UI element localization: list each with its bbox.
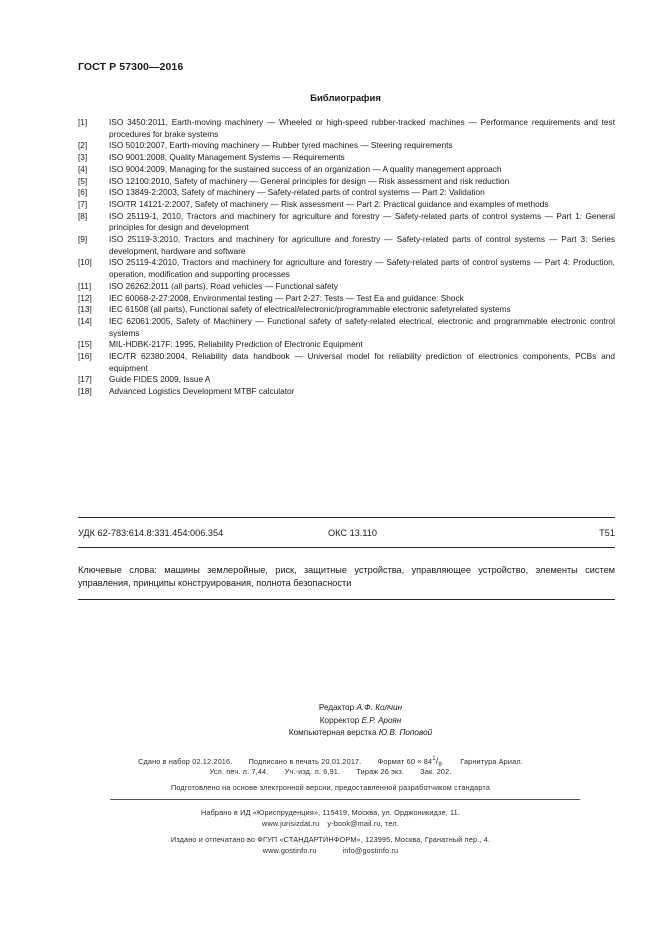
reference-number: [9] [78,234,88,245]
reference-number: [14] [78,315,92,326]
reference-text: IEC/TR 62380:2004, Reliability data handbook — Universal model for reliability prediction of electronics components, PCBs and equipment [109,351,615,373]
reference-text: Guide FIDES 2009, Issue A [109,374,211,385]
typeset-info: Набрано в ИД «Юриспруденция», 115419, Москва, ул. Орджоникидзе, 11. [200,808,461,817]
reference-item [78,152,615,164]
reference-number: [4] [78,163,88,174]
reference-text: IEC 61508 (all parts), Functional safety of electrical/electronic/programmable electronic safetyrelated systems [109,304,511,315]
reference-item [78,234,615,257]
printed-info: Издано и отпечатано во ФГУП «СТАНДАРТИНФОРМ», 123995, Москва, Гранатный пер., 4. [170,835,491,844]
reference-item [78,281,615,293]
reference-item [78,339,615,351]
reference-text: ISO 5010:2007, Earth-moving machinery — Rubber tyred machines — Steering requirements [109,140,453,151]
reference-number: [2] [78,140,88,151]
reference-number: [11] [78,280,92,291]
credits [0,702,661,740]
group-code: Т51 [599,528,615,538]
reference-item [78,374,615,386]
bibliography-title: Библиография [310,93,381,104]
reference-text: ISO 9001:2008, Quality Management Systems — Requirements [109,152,345,163]
reference-text: ISO 12100:2010, Safety of machinery — General principles for design — Risk assessment and risk reduction [109,175,510,186]
reference-text: ISO 25119-3:2010, Tractors and machinery for agriculture and forestry — Safety-related parts of control systems — Part 3: Series development, hardware and software [109,234,615,256]
credit-layout: Компьютерная верстка Ю.В. Поповой [288,728,433,737]
reference-number: [16] [78,351,92,362]
separator-middle [78,547,615,548]
udc-code: УДК 62-783:614.8:331.454:006.354 [78,528,224,538]
credit-corrector: Корректор Е.Р. Ароян [319,715,402,725]
reference-item [78,117,615,140]
oks-code: ОКС 13.110 [328,528,378,538]
reference-text: IEC 62061:2005, Safety of Machinery — Functional safety of safety-related electrical, electronic and programmable electronic control systems [109,315,615,338]
reference-text: IEC 60068-2-27:2008, Environmental testing — Part 2-27: Tests — Test Ea and guidance: Shock [109,292,464,303]
reference-item [78,211,615,234]
reference-number: [10] [78,257,92,268]
reference-item [78,304,615,316]
reference-item [78,316,615,339]
reference-text: ISO 25119-1, 2010, Tractors and machinery for agriculture and forestry — Safety-related parts of control systems — Part 1: General principles for design and development [109,210,615,233]
reference-item [78,164,615,176]
typeset-contacts: www.jurisizdat.ru y-book@mail.ru, тел. [262,819,399,828]
reference-item [78,293,615,305]
reference-number: [13] [78,304,92,315]
reference-number: [1] [78,117,88,127]
reference-item [78,351,615,374]
reference-item [78,257,615,280]
reference-item [78,140,615,152]
reference-item [78,176,615,188]
reference-text: ISO 9004:2009, Managing for the sustained success of an organization — A quality management approach [109,163,502,174]
reference-item [78,386,615,398]
imprint-prepared: Подготовлено на основе электронной версии, предоставленной разработчиком стандарта [170,783,491,792]
reference-item [78,199,615,211]
standard-code: ГОСТ Р 57300—2016 [78,61,184,73]
reference-number: [3] [78,152,88,163]
credit-editor: Редактор А.Ф. Колчин [318,703,403,712]
reference-text: Advanced Logistics Development MTBF calculator [109,386,295,397]
reference-number: [15] [78,339,92,350]
separator-top [78,517,615,518]
reference-text: ISO 25119-4:2010, Tractors and machinery for agriculture and forestry — Safety-related parts of control systems — Part 4: Production, operation, modification and supporting processes [109,257,615,280]
separator-bottom [78,599,615,600]
reference-number: [5] [78,175,88,186]
imprint-line-1: Сдано в набор 02.12.2016. Подписано в печать 20.01.2017. Формат $60 \times 84^1/_8$. Гарнитура Ариал. [138,756,523,768]
reference-item [78,187,615,199]
reference-number: [12] [78,292,92,303]
reference-text: ISO 26262:2011 (all parts), Road vehicles — Functional safety [109,280,339,291]
reference-number: [6] [78,187,88,198]
reference-number: [17] [78,374,92,385]
reference-text: ISO/TR 14121-2:2007, Safety of machinery — Risk assessment — Part 2: Practical guidance and examples of methods [109,198,549,209]
reference-list [78,117,615,398]
reference-text: MIL-HDBK-217F: 1995, Reliability Prediction of Electronic Equipment [109,339,363,350]
imprint-line-2: Усл. печ. л. 7,44. Уч.-изд. л. 6,91. Тираж 26 экз. Зак. 202. [209,767,452,776]
reference-number: [18] [78,386,92,397]
imprint-separator [110,799,580,800]
reference-number: [8] [78,210,88,221]
keywords: Ключевые слова: машины землеройные, риск, защитные устройства, управляющее устройство, элементы систем управления, принципы конструирования, полнота безопасности [78,565,615,589]
printed-contacts: www.gostinfo.ru info@gostinfo.ru [262,846,399,855]
reference-text: ISO 3450:2011, Earth-moving machinery — Wheeled or high-speed rubber-tracked machines — Performance requirements and test procedures for brake systems [109,117,615,139]
reference-number: [7] [78,198,88,209]
reference-text: ISO 13849-2:2003, Safety of machinery — Safety-related parts of control systems — Part 2: Validation [109,187,485,198]
